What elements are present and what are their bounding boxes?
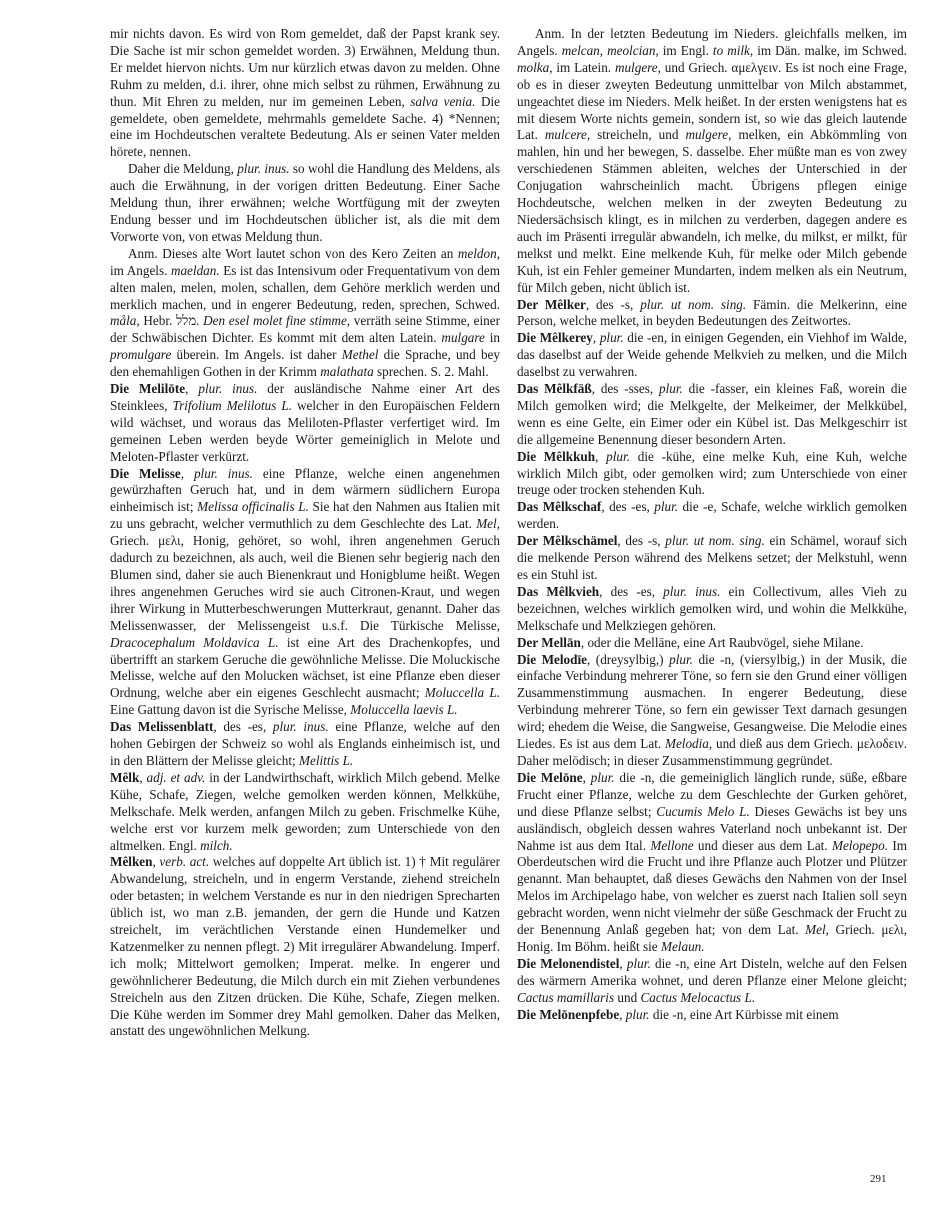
dictionary-entry: Die Melonendistel, plur. die -n, eine Art Disteln, welche auf den Felsen des wärmern Amerika wohnet, und deren Pflanze einer Melone gleicht; Cactus mamillaris und Cactus Melocactus L. bbox=[517, 955, 908, 1005]
dictionary-entry: Das Mêlkfäß, des -sses, plur. die -fasser, ein kleines Faß, worein die Milch gemolken wird; die Melkgelte, der Melkeimer, der Melkkübel, wenn es eine Gelte, ein Eimer oder ein Kübel ist. Das Melkgeschirr ist die allgemeine Benennung dieser besondern Arten. bbox=[517, 381, 907, 447]
paragraph: Anm. Dieses alte Wort lautet schon von des Kero Zeiten an meldon, im Angels. maeldan. Es ist das Intensivum oder Frequentativum von dem alten malen, melen, molen, schallen, dem Gehöre merklich werden und merklich machen, und in engerer Bedeutung, reden, sprechen, Schwed. måla, Hebr. מלל. Den esel molet fine stimme, verräth seine Stimme, einer der Schwäbischen Dichter. Es kommt mit dem alten Latein. mulgare in promulgare überein. Im Angels. ist daher Methel die Sprache, und bey den ehemahligen Gothen in der Krimm malathata sprechen. S. 2. Mahl. bbox=[110, 245, 501, 380]
dictionary-entry: Der Mellān, oder die Mellāne, eine Art Raubvögel, siehe Milane. bbox=[517, 634, 864, 650]
dictionary-entry: Die Melodīe, (dreysylbig,) plur. die -n, (viersylbig,) in der Musik, die einfache Verbindung mehrerer Töne, so fern sie den Grund einer völligen Zusammenstimmung ausmachen. In engerer Bedeutung, diese Verbindung mehrerer Töne, so fern ein gewisser Text darnach gesungen wird; ehedem die Weise, die Sangweise, Gesangweise. Die Melodie eines Liedes. Es ist aus dem Lat. Melodia, und dieß aus dem Griech. μελοδειν. Daher melōdisch; in dieser Zusammenstimmung gegründet. bbox=[517, 651, 908, 768]
left-column bbox=[110, 26, 500, 1040]
dictionary-entry: Die Melilōte, plur. inus. der ausländische Nahme einer Art des Steinklees, Trifolium Melilotus L. welcher in den Europäischen Feldern wild wächset, und woraus das Meliloten-Pflaster verfertiget wird. Im gemeinen Leben werden beyde Wörter gemeiniglich in Melote und Meloten-Pflaster verkürzt. bbox=[110, 381, 501, 464]
dictionary-entry: Das Mêlkschaf, des -es, plur. die -e, Schafe, welche wirklich gemolken werden. bbox=[517, 499, 907, 532]
dictionary-entry: mir nichts davon. Es wird von Rom gemeldet, daß der Papst krank sey. Die Sache ist mir schon gemeldet worden. 3) Erwähnen, Meldung thun. Er meldet hiervon nichts. Um nur kürzlich etwas davon zu melden. Ohne Ruhm zu melden, d.i. ihrer, ohne mich selbst zu rühmen, Erwähnung zu thun. Mit Ehren zu melden, nur im gemeinen Leben, salva venia. Die gemeldete, oben gemeldete, mehrmahls gemeldete Sache. 4) *Nennen; eine im Hochdeutschen veraltete Bedeutung. Als er seinen Vater melden hörete, nennen. bbox=[110, 26, 500, 160]
dictionary-entry: Das Melissenblatt, des -es, plur. inus. eine Pflanze, welche auf den hohen Gebirgen der Schweiz so wohl als Englands einheimisch ist, und in den Blättern der Melisse gleicht; Melittis L. bbox=[110, 719, 500, 768]
dictionary-entry: Das Mêlkvieh, des -es, plur. inus. ein Collectivum, alles Vieh zu bezeichnen, welches wirklich gemolken wird, und wohin die Melkkühe, Melkschafe und Melkziegen gehören. bbox=[517, 583, 907, 633]
dictionary-entry: Die Melōnenpfebe, plur. die -n, eine Art Kürbisse mit einem bbox=[517, 1006, 839, 1022]
paragraph: Anm. In der letzten Bedeutung im Nieders. gleichfalls melken, im Angels. melcan, meolcian, im Engl. to milk, im Dän. malke, im Schwed. molka, im Latein. mulgere, und Griech. αμελγειν. Es ist noch eine Frage, ob es in dieser zweyten Bedeutung unmittelbar von Milch abstammet, ungeachtet diese im Nieders. Melk heißet. In der ersten wenigstens hat es mit diesem Worte nichts gemein, sondern ist, so wie das gleich lautende Lat. mulcere, streicheln, und mulgere, melken, ein Abkömmling von mahlen, hin und her bewegen, S. dasselbe. Eher müßte man es von zwey verschiedenen Stämmen ableiten, welches der Unterschied in der Conjugation wahrscheinlich macht. Übrigens pflegen einige Hochdeutsche, welchen melken in der zweyten Bedeutung zu Niedersächsisch klingt, es in milchen zu verderben, dagegen andere es auch im Präsenti irregulär abwandeln, ich melke, du milkst, er milkt, für melkst und melkt. Eine melkende Kuh, für melke oder Milch gebende Kuh, ist ein Fehler gemeiner Mundarten, indem melken als ein Neutrum, für Milch geben, nicht üblich ist. bbox=[517, 26, 908, 295]
page-number: 291 bbox=[870, 1173, 887, 1185]
dictionary-entry: Die Mêlkkuh, plur. die -kühe, eine melke Kuh, eine Kuh, welche wirklich Milch gibt, oder gemolken wird; zum Unterschiede von einer treuge oder trocken stehenden Kuh. bbox=[517, 448, 908, 498]
dictionary-entry: Mêlken, verb. act. welches auf doppelte Art üblich ist. 1) † Mit regulärer Abwandelung, streicheln, und in engerm Verstande, ziehend streicheln oder betasten; in welchem Verstande es nur in den niedrigen Sprecharten üblich ist, wo man z.B. jemanden, der gern die Hunde und Katzen streichelt, im verächtlichen Verstande einen Hundemelker und Katzenmelker zu nennen pflegt. 2) Mit irregulärer Abwandelung. Imperf. ich molk; Mittelwort gemolken; Imperat. melke. In engerer und gewöhnlicherer Bedeutung, die Milch durch ein mit Ziehen verbundenes Streicheln aus den Zitzen drücken. Die Kühe, Schafe, Ziegen melken. Die Kühe werden im Sommer drey Mahl gemolken. Daher das Melken, anstatt des ungewöhnlichen Melkung. bbox=[110, 854, 501, 1039]
dictionary-entry: Die Melōne, plur. die -n, die gemeiniglich länglich runde, süße, eßbare Frucht einer Pflanze, welche zu dem Geschlechte der Gurken gehöret, und diese Pflanze selbst; Cucumis Melo L. Dieses Gewächs ist bey uns ausländisch, obgleich dessen wahres Vaterland noch unbekannt ist. Der Nahme ist aus dem Ital. Mellone und dieser aus dem Lat. Melopepo. Im Oberdeutschen wird die Frucht und ihre Pflanze auch Plotzer und Plützer genannt. Man behauptet, daß dieses Gewächs den Nahmen von der Insel Melos im Archipelago habe, von welcher es zuerst nach Italien soll seyn gebracht worden, wenn nicht vielmehr der süße Geschmack der Frucht zu der Benennung Anlaß gegeben hat; von dem Lat. Mel, Griech. μελι, Honig. Im Böhm. heißt sie Melaun. bbox=[517, 769, 908, 954]
dictionary-entry: Die Mêlkerey, plur. die -en, in einigen Gegenden, ein Viehhof im Walde, das daselbst auf der Weide gehende Melkvieh zu melken, und die Milch daselbst zu verwahren. bbox=[517, 330, 908, 380]
dictionary-entry: Der Mêlker, des -s, plur. ut nom. sing. Fämin. die Melkerinn, eine Person, welche melket, in beyden Bedeutungen des Zeitwortes. bbox=[517, 296, 907, 329]
paragraph: Daher die Meldung, plur. inus. so wohl die Handlung des Meldens, als auch die Erwähnung, in der vorigen dritten Bedeutung. Einer Sache Meldung thun, ihrer erwähnen; welche Wortfügung mit der zweyten Endung besser und im Hochdeutschen üblicher ist, als die mit dem Vorworte von, von etwas Meldung thun. bbox=[110, 161, 500, 244]
dictionary-entry: Der Mêlkschämel, des -s, plur. ut nom. sing. ein Schämel, worauf sich die melkende Person während des Melkens setzet; der Melkstuhl, wenn es ein Stuhl ist. bbox=[517, 533, 907, 582]
dictionary-entry: Die Melisse, plur. inus. eine Pflanze, welche einen angenehmen gewürzhaften Geruch hat, und in dem wärmern südlichern Europa einheimisch ist; Melissa officinalis L. Sie hat den Nahmen aus Italien mit zu uns gebracht, welcher vermuthlich zu dem Geschlechte des Lat. Mel, Griech. μελι, Honig, gehöret, so wohl, ihren angenehmen Geruch dadurch zu bezeichnen, als auch, weil die Bienen sehr begierig nach den Blumen sind, daher sie auch Bienenkraut und Honigblume heißt. Wegen ihres angenehmen Geruches wird sie auch Citronen-Kraut, und wegen ihrer Wirkung in Mutterbeschwerungen Mutterkraut, genannt. Daher das Melissenwasser, der Melissengeist u.s.f. Die Türkische Melisse, Dracocephalum Moldavica L. ist eine Art des Drachenkopfes, und übertrifft an starkem Geruche die gewöhnliche Melisse. Die Moluckische Melisse, welche auf den Molucken wächset, ist eine Pflanze eben dieser Ordnung, welche aber ein eigenes Geschlecht ausmacht; Moluccella L. Eine Gattung davon ist die Syrische Melisse, Moluccella laevis L. bbox=[110, 465, 500, 718]
right-column bbox=[517, 26, 907, 1023]
dictionary-entry: Mêlk, adj. et adv. in der Landwirthschaft, wirklich Milch gebend. Melke Kühe, Schafe, Ziegen, welche gemolken werden können, Melkkühe, Melkschafe. Melk werden, anfangen Milch zu geben. Frischmelke Kühe, welche erst vor kurzem melk geworden; zum Unterschiede von den altmelken. Engl. milch. bbox=[110, 769, 500, 853]
